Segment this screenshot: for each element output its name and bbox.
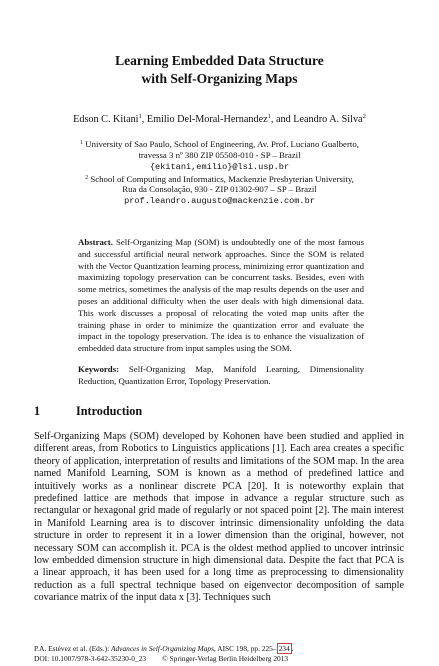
author-list: Edson C. Kitani$^1$, Emilio Del-Moral-Hernandez$^1$, and Leandro A. Silva$^2$ [73,113,366,125]
section-number: 1 [34,404,41,418]
abstract [78,237,364,355]
keywords-label: Keywords: [78,364,120,374]
doi-footer [34,654,404,664]
paper-title-line-1: Learning Embedded Data Structure [115,53,324,68]
affiliation-text: University of Sao Paulo, School of Engineering, Av. Prof. Luciano Gualberto, [85,139,359,149]
citation-footer [34,644,404,654]
section-heading [34,404,142,419]
email-address[interactable]: {ekitani,emilio}@lsi.usp.br [149,162,290,172]
keywords-text: Self-Organizing Map, Manifold Learning, Dimensionality Reduction, Quantization Error, Topology Preservation. [78,364,364,386]
abstract-label: Abstract. [78,237,113,247]
affiliation-text: School of Computing and Informatics, Mackenzie Presbyterian University, [90,174,354,184]
copyright: © Springer-Verlag Berlin Heidelberg 2013 [162,654,289,663]
page-range-link[interactable]: 234 [278,644,290,653]
body-paragraph: Self-Organizing Maps (SOM) developed by Kohonen have been studied and applied in different areas, from Robotics to Linguistics applications [1]. Each area creates a specific theory of application, interpretation of results and limitations of the SOM map. In the area named Manifold Learning, SOM is known as a method of predefined lattice and intuitively works as a nonlinear discrete PCA [20]. It is noteworthy explain that predefined lattice are methods that impose in advance a regular structure such as rectangular or hexagonal grid made of regularly or not spaced point [2]. The main interest in Manifold Learning area is to discover intrinsic dimensionality unfolding the data structure in order to represent it in a lower dimension than the original, however, not necessary SOM can accomplish it. PCA is the oldest method applied to uncover intrinsic low embedded dimension structure in high dimensional data. Despite the fact that PCA is a linear approach, it has been used for a long time as preprocessing to dimensionality reduction as a full spectral technique based on eigenvector decomposition of sample covariance matrix of the input data x [3]. Techniques such [34,431,404,604]
citation-text: P.A. Estévez et al. (Eds.): [34,644,111,653]
affiliation-mark: 2 [85,175,89,181]
author-name: Emilio Del-Moral-Hernandez [146,114,268,125]
keywords [78,364,364,388]
author-affiliation-mark: 1 [267,113,271,120]
email-address[interactable]: prof.leandro.augusto@mackenzie.com.br [124,196,315,206]
affiliation-line: travessa 3 nº 380 ZIP 05508-010 - SP – Brazil [138,150,301,160]
paper-title-line-2: with Self-Organizing Maps [141,71,298,86]
affiliation-mark: 1 [80,140,84,146]
author-name: Leandro A. Silva [293,114,363,125]
author-name: Edson C. Kitani [73,114,139,125]
doi: DOI: 10.1007/978-3-642-35230-0_23 [34,654,147,663]
author-affiliation-mark: 2 [362,113,366,120]
citation-text: . [291,644,294,653]
section-title: Introduction [76,404,143,418]
citation-text: , AISC 198, pp. 225– [213,644,277,653]
abstract-text: Self-Organizing Map (SOM) is undoubtedly one of the most famous and successful artificial neural network approaches. Since the SOM is related with the Vector Quantization learning process, minimizing error quantization and maximizing topology preservation can be concurrent tasks. Besides, even with some metrics, sometimes the analysis of the map results depends on the user and poses an additional difficulty when the user deals with high dimensional data. This work discusses a proposal of relocating the voted map units after the training phase in order to minimize the quantization error and evaluate the impact in the topology preservation. The idea is to enhance the visualization of embedded data structure from input samples using the SOM. [78,237,364,354]
author-separator: , and [270,114,294,125]
series-title: Advances in Self-Organizing Maps [110,644,214,653]
affiliation-line: Rua da Consolação, 930 - ZIP 01302-907 – SP – Brazil [122,184,317,194]
author-affiliation-mark: 1 [138,113,142,120]
